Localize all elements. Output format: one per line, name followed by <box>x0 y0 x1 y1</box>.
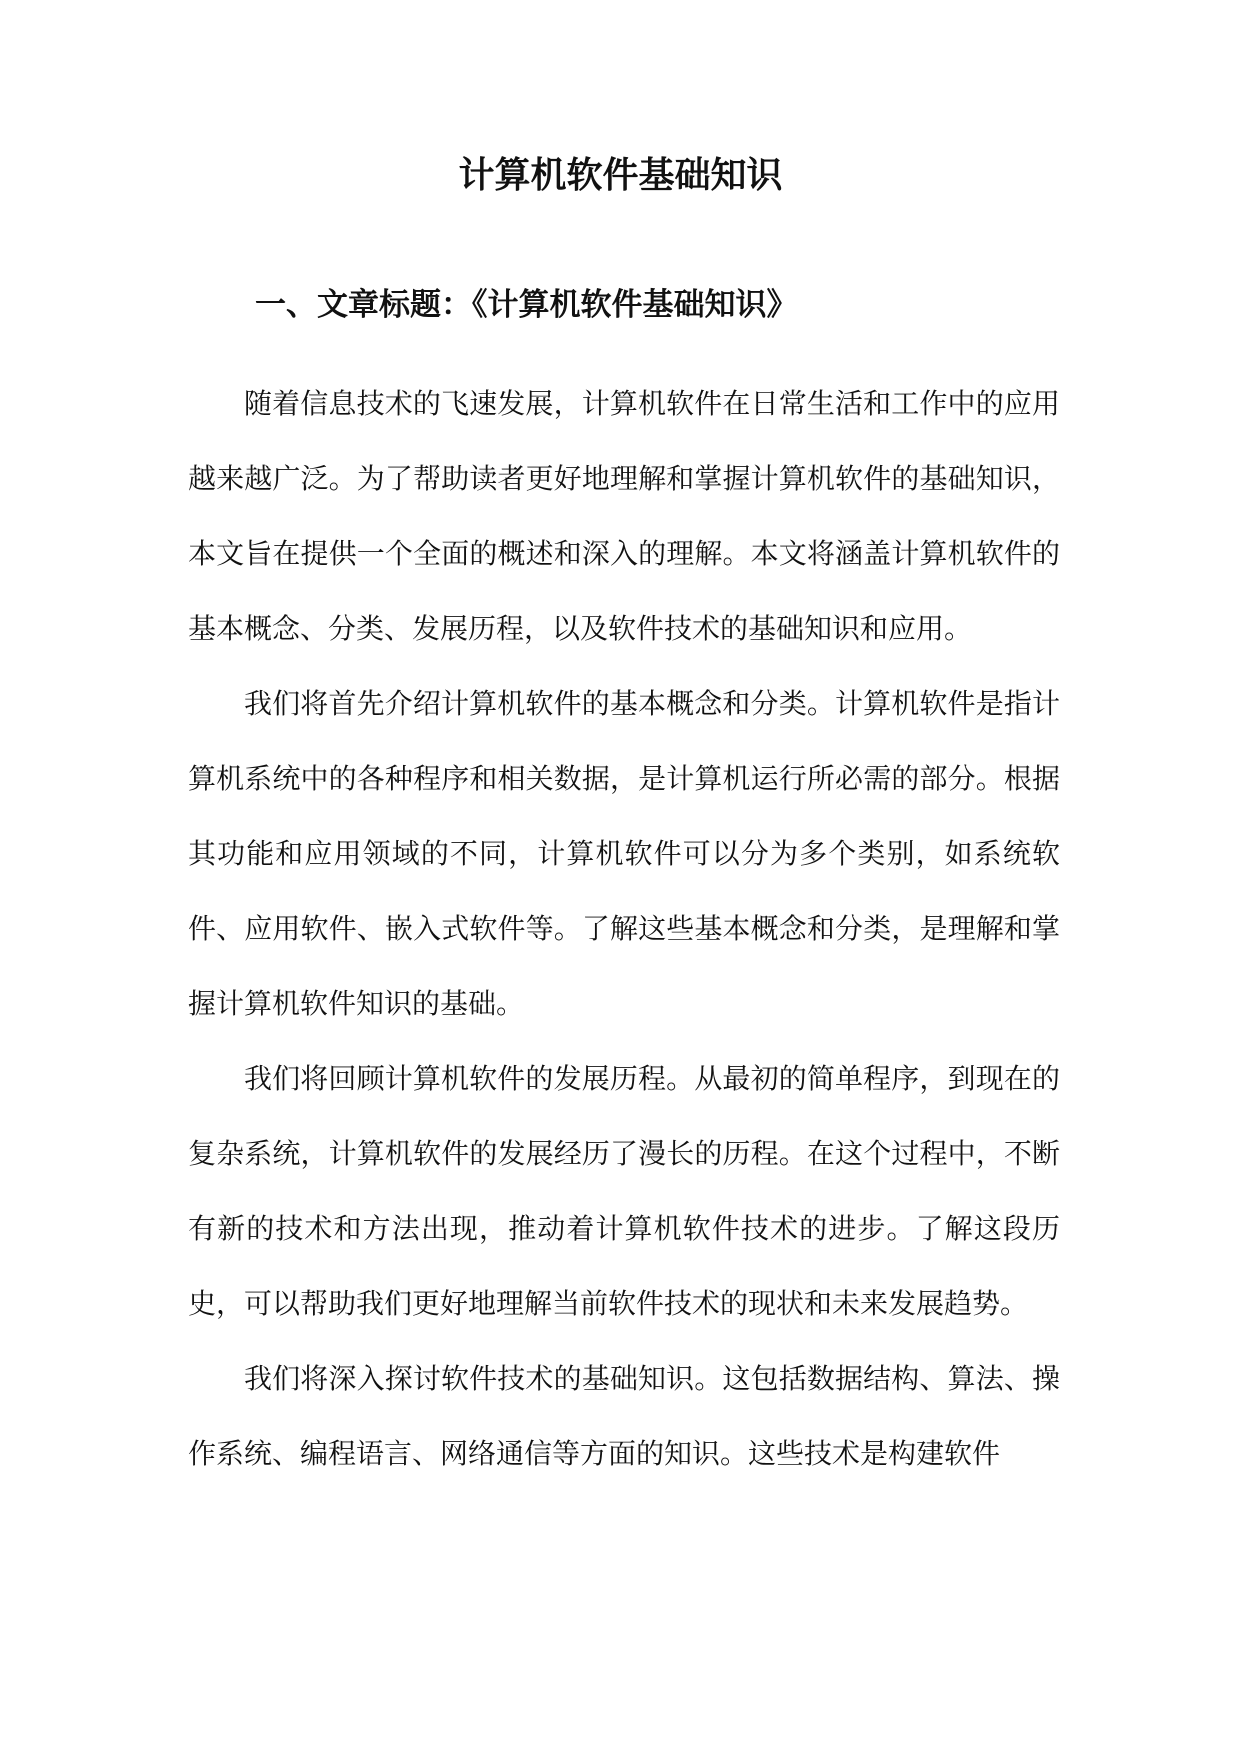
paragraph: 随着信息技术的飞速发展，计算机软件在日常生活和工作中的应用越来越广泛。为了帮助读者更好地理解和掌握计算机软件的基础知识，本文旨在提供一个全面的概述和深入的理解。本文将涵盖计算机软件的基本概念、分类、发展历程，以及软件技术的基础知识和应用。 <box>188 387 1060 645</box>
document-body <box>188 366 1060 1491</box>
paragraph: 我们将深入探讨软件技术的基础知识。这包括数据结构、算法、操作系统、编程语言、网络通信等方面的知识。这些技术是构建软件 <box>188 1362 1060 1470</box>
section-heading: 一、文章标题：《计算机软件基础知识》 <box>255 287 798 323</box>
document-title: 计算机软件基础知识 <box>458 154 783 196</box>
paragraph: 我们将首先介绍计算机软件的基本概念和分类。计算机软件是指计算机系统中的各种程序和相关数据，是计算机运行所必需的部分。根据其功能和应用领域的不同，计算机软件可以分为多个类别，如系统软件、应用软件、嵌入式软件等。了解这些基本概念和分类，是理解和掌握计算机软件知识的基础。 <box>188 687 1060 1020</box>
paragraph: 我们将回顾计算机软件的发展历程。从最初的简单程序，到现在的复杂系统，计算机软件的发展经历了漫长的历程。在这个过程中，不断有新的技术和方法出现，推动着计算机软件技术的进步。了解这段历史，可以帮助我们更好地理解当前软件技术的现状和未来发展趋势。 <box>188 1062 1060 1320</box>
